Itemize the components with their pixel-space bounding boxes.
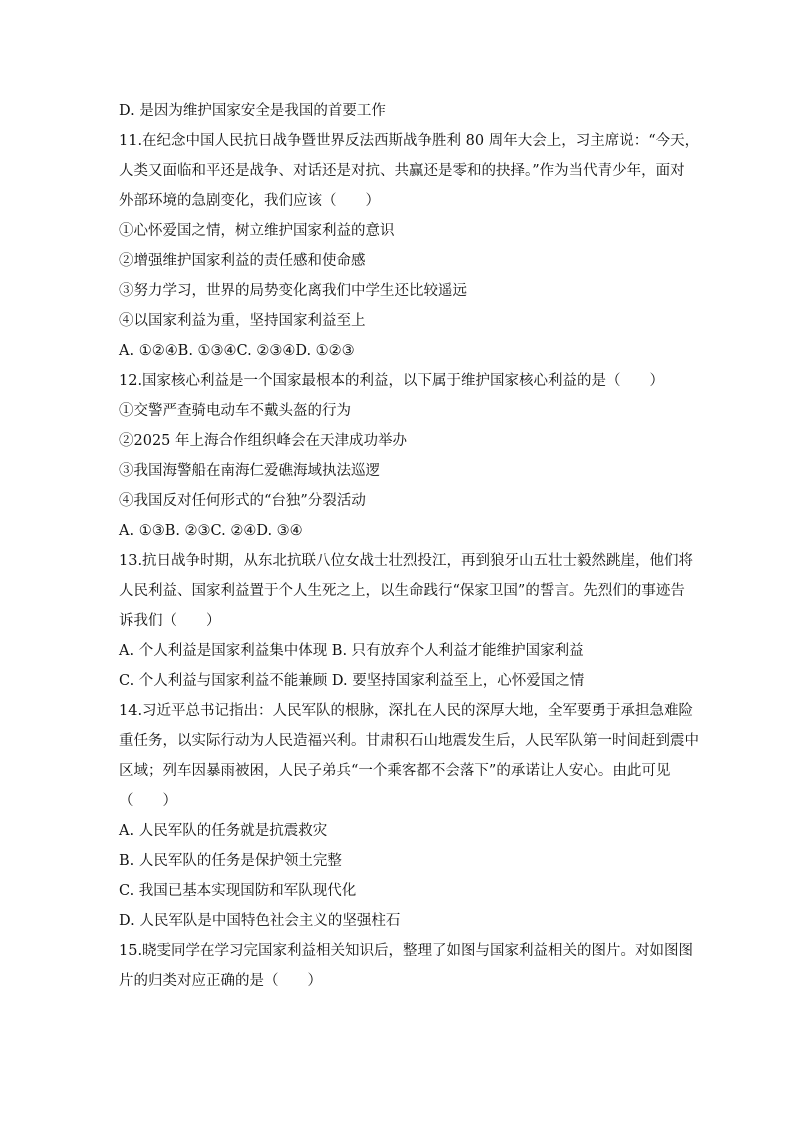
q12-item-2: ②2025 年上海合作组织峰会在天津成功举办 [119, 433, 408, 449]
q11-item-2: ②增强维护国家利益的责任感和使命感 [119, 253, 366, 269]
q11-options: A. ①②④B. ①③④C. ②③④D. ①②③ [119, 343, 355, 359]
q14-option-a: A. 人民军队的任务就是抗震救灾 [119, 823, 328, 839]
q14-option-d: D. 人民军队是中国特色社会主义的坚强柱石 [119, 913, 401, 929]
q11-item-1: ①心怀爱国之情，树立维护国家利益的意识 [119, 223, 395, 239]
q11-item-4: ④以国家利益为重，坚持国家利益至上 [119, 313, 366, 329]
q11-stem-1: 11.在纪念中国人民抗日战争暨世界反法西斯战争胜利 80 周年大会上，习主席说：“今天， [119, 133, 700, 149]
q12-stem: 12.国家核心利益是一个国家最根本的利益，以下属于维护国家核心利益的是（ ） [119, 373, 665, 389]
q15-stem-2: 片的归类对应正确的是（ ） [119, 973, 322, 989]
q11-stem-3: 外部环境的急剧变化，我们应该（ ） [119, 193, 380, 209]
option-d-prev: D. 是因为维护国家安全是我国的首要工作 [119, 103, 386, 119]
q13-options-ab: A. 个人利益是国家利益集中体现 B. 只有放弃个人利益才能维护国家利益 [119, 643, 584, 659]
q11-stem-2: 人类又面临和平还是战争、对话还是对抗、共赢还是零和的抉择。”作为当代青少年，面对 [119, 163, 685, 179]
q13-options-cd: C. 个人利益与国家利益不能兼顾 D. 要坚持国家利益至上，心怀爱国之情 [119, 673, 585, 689]
q14-stem-2: 重任务，以实际行动为人民造福兴利。甘肃积石山地震发生后，人民军队第一时间赶到震中 [119, 733, 699, 749]
q14-stem-3: 区域；列车因暴雨被困，人民子弟兵“一个乘客都不会落下”的承诺让人安心。由此可见 [119, 763, 671, 779]
q12-item-1: ①交警严查骑电动车不戴头盔的行为 [119, 403, 351, 419]
q13-stem-2: 人民利益、国家利益置于个人生死之上，以生命践行“保家卫国”的誓言。先烈们的事迹告 [119, 583, 685, 599]
q11-item-3: ③努力学习，世界的局势变化离我们中学生还比较遥远 [119, 283, 467, 299]
q14-stem-4: （ ） [119, 793, 177, 809]
q15-stem-1: 15.晓雯同学在学习完国家利益相关知识后，整理了如图与国家利益相关的图片。对如图图 [119, 943, 694, 959]
q12-options: A. ①③B. ②③C. ②④D. ③④ [119, 523, 303, 539]
document-page [119, 96, 700, 996]
q14-option-b: B. 人民军队的任务是保护领土完整 [119, 853, 342, 869]
q14-option-c: C. 我国已基本实现国防和军队现代化 [119, 883, 357, 899]
q13-stem-3: 诉我们（ ） [119, 613, 221, 629]
q14-stem-1: 14.习近平总书记指出：人民军队的根脉，深扎在人民的深厚大地，全军要勇于承担急难险 [119, 703, 694, 719]
q12-item-3: ③我国海警船在南海仁爱礁海域执法巡逻 [119, 463, 380, 479]
q12-item-4: ④我国反对任何形式的“台独”分裂活动 [119, 493, 366, 509]
q13-stem-1: 13.抗日战争时期，从东北抗联八位女战士壮烈投江，再到狼牙山五壮士毅然跳崖，他们将 [119, 553, 694, 569]
